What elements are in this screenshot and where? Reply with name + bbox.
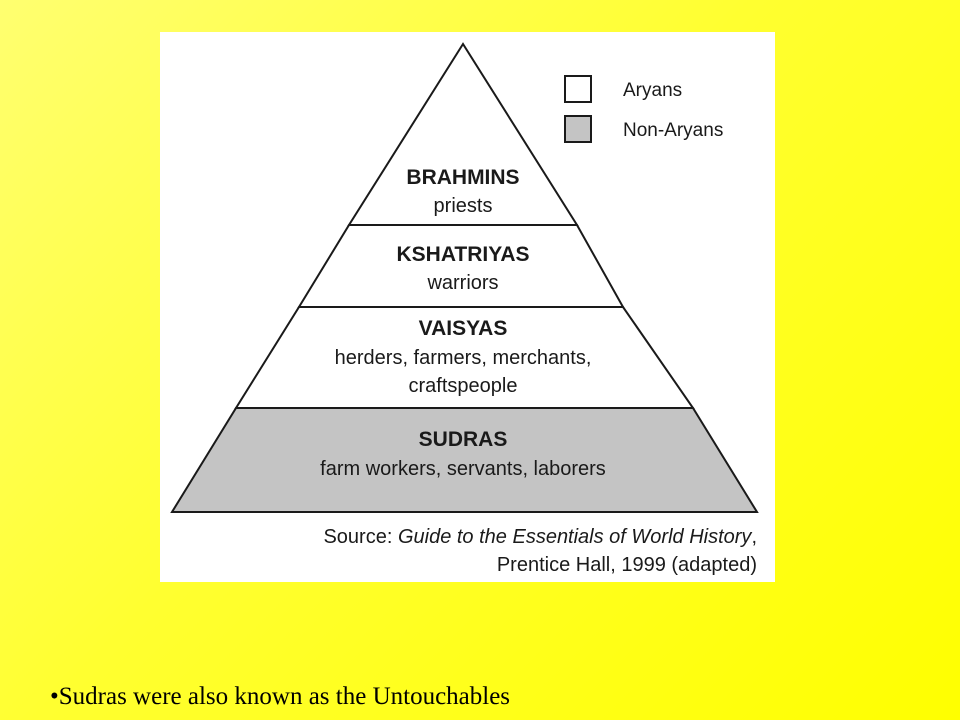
tier-vaisyas-name: VAISYAS — [418, 317, 508, 340]
caste-pyramid-diagram — [160, 32, 775, 582]
tier-sudras-name: SUDRAS — [418, 428, 508, 451]
tier-vaisyas-desc-line1: herders, farmers, merchants, — [334, 347, 592, 369]
legend-swatch-aryans — [565, 76, 591, 102]
source-line-1 — [323, 526, 757, 548]
legend-swatch-non-aryans — [565, 116, 591, 142]
untouchables-note: •Sudras were also known as the Untouchables — [50, 683, 511, 710]
tier-kshatriyas-desc: warriors — [427, 272, 499, 294]
source-comma: , — [751, 526, 757, 548]
legend-label-non-aryans: Non-Aryans — [623, 120, 724, 141]
tier-kshatriyas-shape — [299, 225, 623, 307]
source-line-2: Prentice Hall, 1999 (adapted) — [496, 554, 757, 576]
tier-vaisyas-desc-line2: craftspeople — [408, 375, 518, 397]
tier-sudras-desc: farm workers, servants, laborers — [320, 458, 606, 480]
legend — [565, 76, 723, 142]
caste-pyramid-figure — [160, 32, 775, 582]
source-prefix: Source: — [323, 526, 398, 548]
tier-brahmins-name: BRAHMINS — [406, 166, 520, 189]
tier-brahmins-desc: priests — [433, 195, 493, 217]
source-title: Guide to the Essentials of World History — [397, 526, 752, 548]
tier-kshatriyas-name: KSHATRIYAS — [396, 243, 530, 266]
legend-label-aryans: Aryans — [623, 80, 683, 101]
